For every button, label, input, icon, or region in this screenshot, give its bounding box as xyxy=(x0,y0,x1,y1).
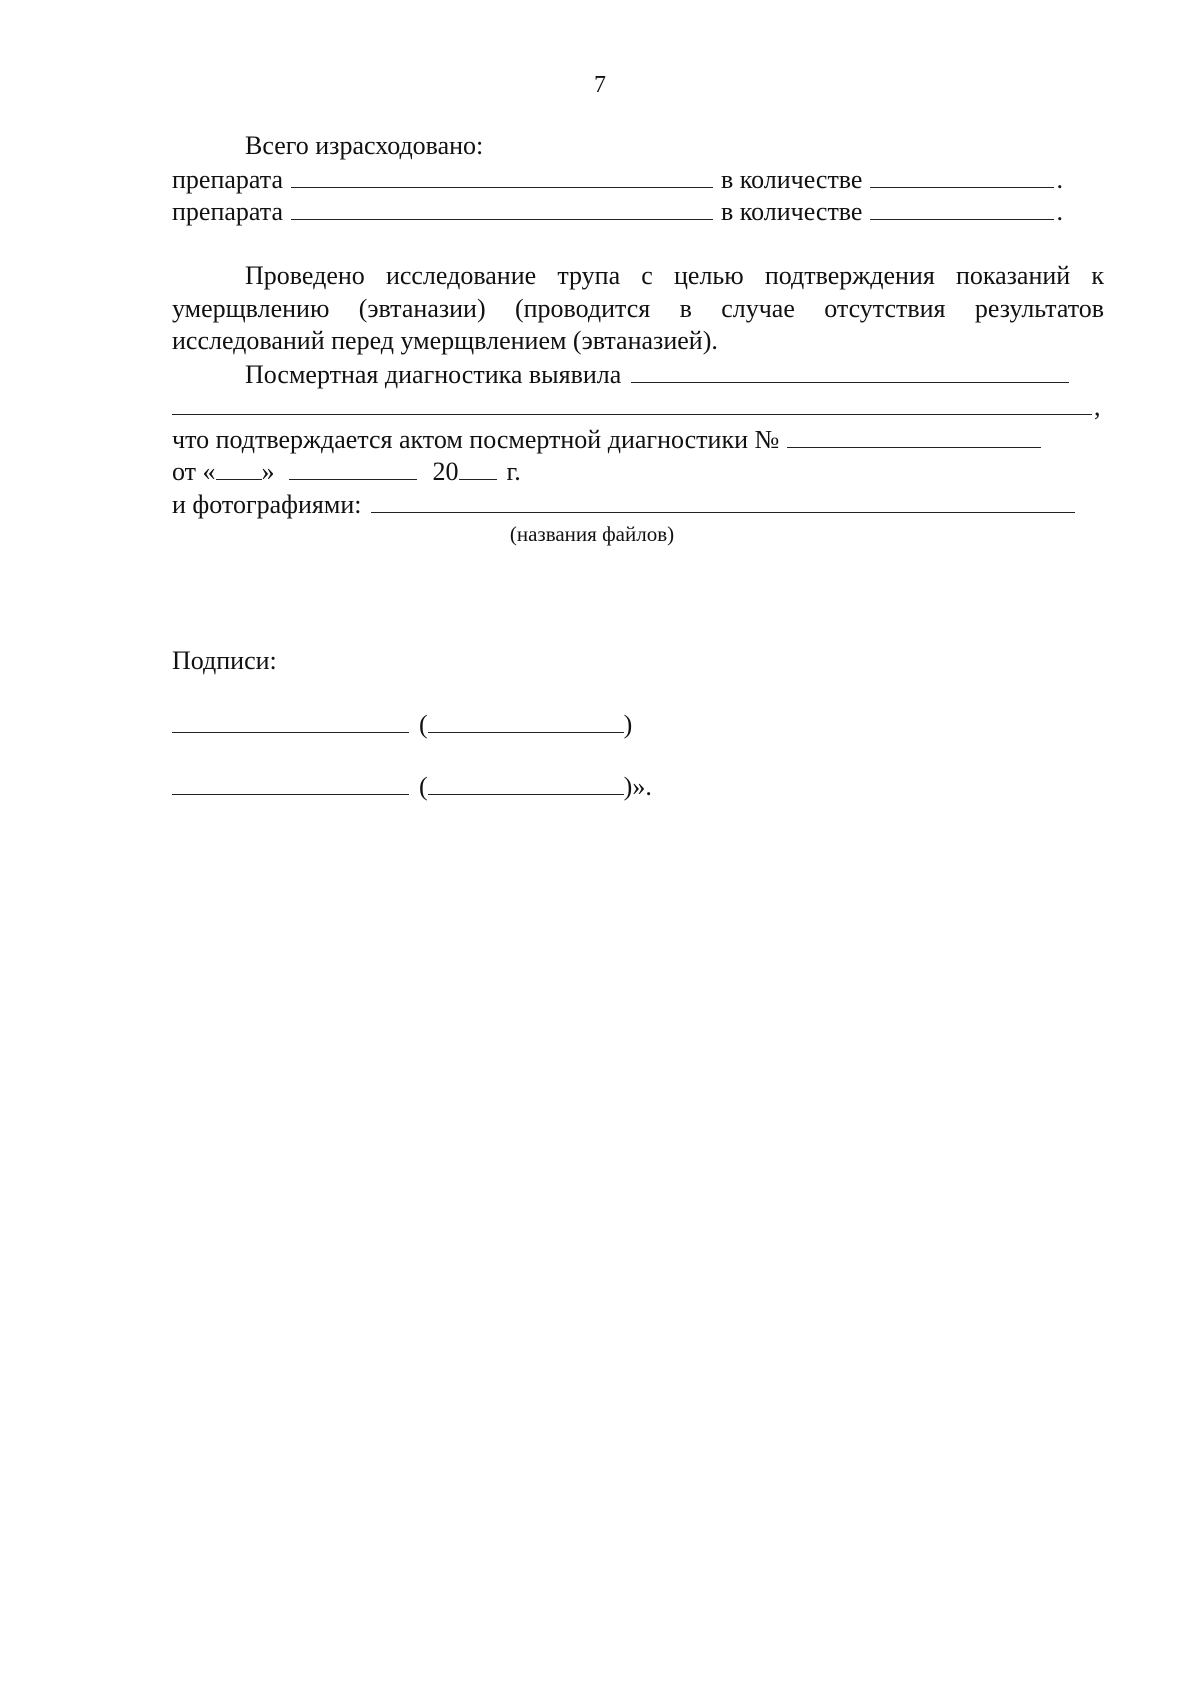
research-section xyxy=(172,260,1112,548)
photos-row xyxy=(172,488,1112,521)
consumption-heading: Всего израсходовано: xyxy=(245,131,484,160)
diagnosis-field[interactable] xyxy=(631,358,1069,383)
drug-row-2 xyxy=(172,195,1112,228)
drug-row-1 xyxy=(172,163,1112,196)
act-label: что подтверждается актом посмертной диагностики № xyxy=(172,424,780,454)
signature-row-1 xyxy=(172,708,1112,741)
row-end: . xyxy=(1056,164,1063,194)
research-paragraph: Проведено исследование трупа с целью подтверждения показаний к умерщвлению (эвтаназии) (проводится в случае отсутствия результатов исследований перед умерщвлением (эвтаназией). xyxy=(172,261,1104,355)
drug-label: препарата xyxy=(172,164,283,194)
open-paren: ( xyxy=(419,772,428,801)
signature-name-field[interactable] xyxy=(428,708,624,733)
signature-name-field[interactable] xyxy=(428,770,624,795)
date-suffix: г. xyxy=(506,457,521,486)
date-quote-close: » xyxy=(261,457,275,486)
diagnosis-row xyxy=(172,358,1112,391)
row-end: . xyxy=(1056,197,1063,226)
photos-caption: (названия файлов) xyxy=(509,522,675,546)
diagnosis-continuation-row xyxy=(172,390,1112,423)
drug-name-field[interactable] xyxy=(291,195,713,220)
drug-label: препарата xyxy=(172,197,283,226)
diagnosis-continuation-field[interactable] xyxy=(172,390,1092,415)
date-year-prefix: 20 xyxy=(432,457,459,486)
date-year-field[interactable] xyxy=(459,455,497,480)
date-day-field[interactable] xyxy=(216,455,262,480)
close-paren-end: )». xyxy=(623,772,652,801)
diagnosis-label: Посмертная диагностика выявила xyxy=(245,359,622,389)
date-row xyxy=(172,455,1112,488)
open-paren: ( xyxy=(419,709,428,739)
photos-label: и фотографиями: xyxy=(172,489,362,519)
quantity-label: в количестве xyxy=(721,197,863,226)
signature-field[interactable] xyxy=(172,770,409,795)
consumption-section xyxy=(172,130,1112,228)
signature-field[interactable] xyxy=(172,708,409,733)
quantity-field[interactable] xyxy=(870,163,1054,188)
signatures-section xyxy=(172,645,1112,803)
act-row xyxy=(172,423,1112,456)
signature-row-2 xyxy=(172,770,1112,803)
date-prefix: от « xyxy=(172,457,216,486)
page-number: 7 xyxy=(594,72,606,98)
quantity-field[interactable] xyxy=(870,195,1054,220)
photos-field[interactable] xyxy=(371,488,1075,513)
quantity-label: в количестве xyxy=(721,164,863,194)
drug-name-field[interactable] xyxy=(291,163,713,188)
close-paren: ) xyxy=(623,709,633,739)
act-number-field[interactable] xyxy=(787,423,1041,448)
date-month-field[interactable] xyxy=(289,455,417,480)
signatures-label: Подписи: xyxy=(172,646,277,675)
comma: , xyxy=(1094,392,1101,421)
